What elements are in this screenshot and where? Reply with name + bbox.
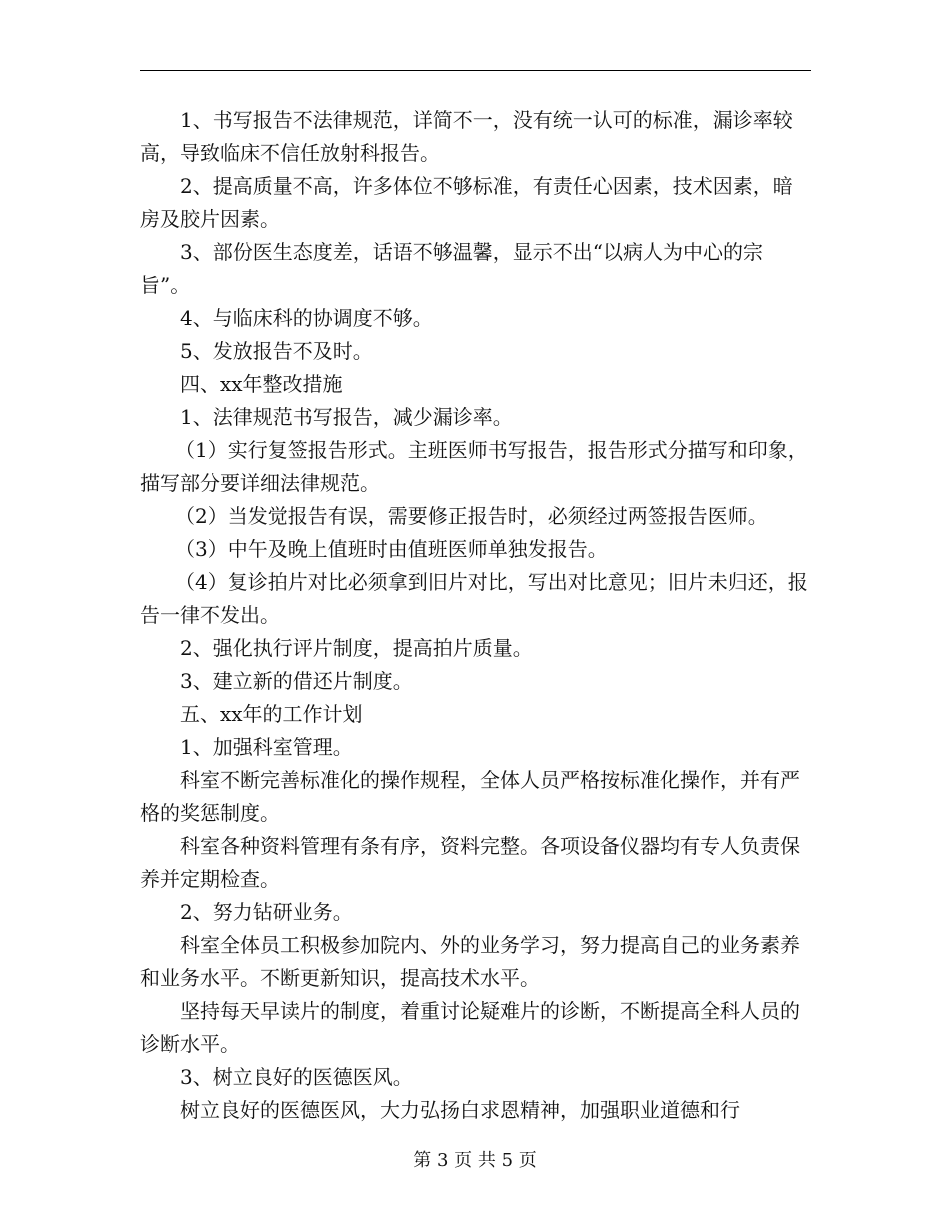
paragraph: （1）实行复签报告形式。主班医师书写报告，报告形式分描写和印象，描写部分要详细法律规范。 bbox=[140, 438, 808, 495]
paragraph: 3、部份医生态度差，话语不够温馨，显示不出“以病人为中心的宗旨”。 bbox=[140, 240, 763, 297]
paragraph: 科室不断完善标准化的操作规程，全体人员严格按标准化操作，并有严格的奖惩制度。 bbox=[140, 768, 800, 825]
paragraph: （4）复诊拍片对比必须拿到旧片对比，写出对比意见；旧片未归还，报告一律不发出。 bbox=[140, 570, 808, 627]
paragraph: （2）当发觉报告有误，需要修正报告时，必须经过两签报告医师。 bbox=[175, 504, 768, 528]
paragraph: 科室各种资料管理有条有序，资料完整。各项设备仪器均有专人负责保养并定期检查。 bbox=[140, 834, 800, 891]
paragraph: 1、法律规范书写报告，减少漏诊率。 bbox=[180, 405, 513, 429]
paragraph: 坚持每天早读片的制度，着重讨论疑难片的诊断，不断提高全科人员的诊断水平。 bbox=[140, 999, 800, 1056]
paragraph: 5、发放报告不及时。 bbox=[180, 339, 373, 363]
paragraph: 2、提高质量不高，许多体位不够标准，有责任心因素，技术因素，暗房及胶片因素。 bbox=[140, 174, 793, 231]
paragraph: 2、强化执行评片制度，提高拍片质量。 bbox=[180, 636, 533, 660]
header-rule bbox=[140, 70, 811, 71]
paragraph: （3）中午及晚上值班时由值班医师单独发报告。 bbox=[175, 537, 608, 561]
paragraph: 3、树立良好的医德医风。 bbox=[180, 1065, 413, 1089]
paragraph: 4、与临床科的协调度不够。 bbox=[180, 306, 433, 330]
document-body bbox=[140, 104, 812, 1127]
paragraph: 科室全体员工积极参加院内、外的业务学习，努力提高自己的业务素养和业务水平。不断更新知识，提高技术水平。 bbox=[140, 933, 800, 990]
paragraph: 3、建立新的借还片制度。 bbox=[180, 669, 413, 693]
paragraph: 2、努力钻研业务。 bbox=[180, 900, 353, 924]
paragraph: 树立良好的医德医风，大力弘扬白求恩精神，加强职业道德和行 bbox=[180, 1098, 740, 1122]
paragraph: 1、书写报告不法律规范，详简不一，没有统一认可的标准，漏诊率较高，导致临床不信任放射科报告。 bbox=[140, 108, 793, 165]
page-number-footer: 第 3 页 共 5 页 bbox=[413, 1150, 537, 1171]
section-heading: 五、xx年的工作计划 bbox=[180, 702, 363, 726]
paragraph: 1、加强科室管理。 bbox=[180, 735, 353, 759]
section-heading: 四、xx年整改措施 bbox=[180, 372, 343, 396]
